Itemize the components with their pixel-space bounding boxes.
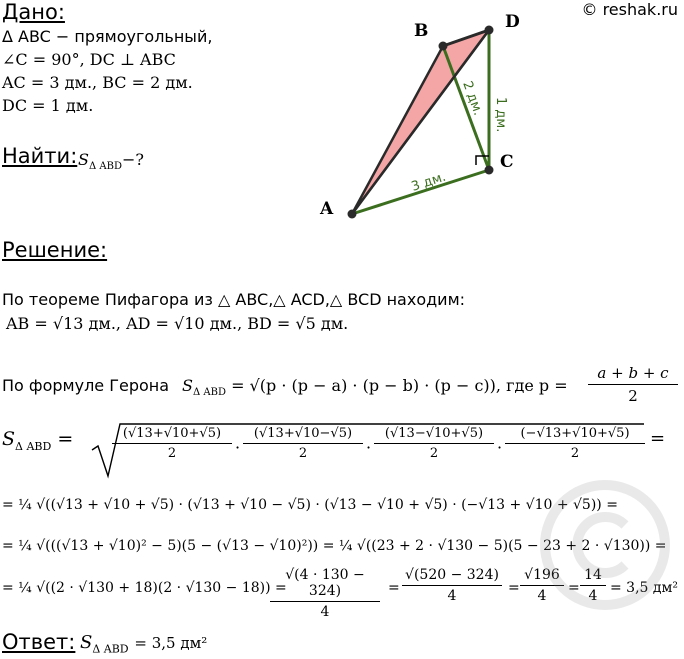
heron-s: S bbox=[182, 376, 193, 395]
geometry-figure bbox=[0, 0, 684, 240]
dot-1: · bbox=[235, 438, 241, 457]
find-heading: Найти: bbox=[2, 144, 78, 168]
heron-formula bbox=[182, 376, 568, 398]
point-d bbox=[485, 26, 494, 35]
factor-4-numerator: (−√13+√10+√5) bbox=[520, 426, 630, 441]
step-line-4: = ¼ √((2 · √130 + 18)(2 · √130 − 18)) = bbox=[2, 580, 287, 596]
factor-3 bbox=[374, 426, 494, 461]
factor-1 bbox=[112, 426, 232, 461]
answer-expression bbox=[80, 632, 207, 656]
heron-p-denominator: 2 bbox=[628, 387, 638, 405]
label-b: B bbox=[414, 21, 429, 41]
l4-result: = 3,5 дм² bbox=[610, 580, 679, 596]
answer-s: S bbox=[80, 632, 93, 653]
given-line-4: DC = 1 дм. bbox=[2, 96, 94, 115]
factor-2-numerator: (√13+√10−√5) bbox=[253, 426, 353, 441]
given-line-2: ∠C = 90°, DC ⊥ ABC bbox=[2, 50, 176, 69]
dot-2: · bbox=[366, 438, 372, 457]
point-c bbox=[485, 166, 494, 175]
factor-4 bbox=[505, 426, 645, 461]
factor-2-denominator: 2 bbox=[298, 446, 308, 461]
l4-fraction-3-denominator: 4 bbox=[537, 588, 547, 604]
given-line-3: AC = 3 дм., BC = 2 дм. bbox=[2, 73, 193, 92]
l4-fraction-4-numerator: 14 bbox=[584, 567, 602, 583]
given-heading: Дано: bbox=[2, 0, 65, 24]
find-tail: −? bbox=[121, 150, 144, 169]
heron-prefix: По формуле Герона bbox=[2, 376, 170, 395]
label-a: A bbox=[320, 199, 334, 219]
l4-fraction-2 bbox=[402, 567, 502, 604]
heron-p-numerator: a + b + c bbox=[597, 364, 669, 382]
point-a bbox=[348, 210, 357, 219]
l4-fraction-3-numerator: √196 bbox=[524, 567, 560, 583]
label-bc-length: 2 дм. bbox=[459, 79, 486, 118]
dot-3: · bbox=[497, 438, 503, 457]
point-b bbox=[439, 42, 448, 51]
heron-eq: = √(p · (p − a) · (p − b) · (p − c)), где p = bbox=[231, 376, 568, 395]
factor-1-numerator: (√13+√10+√5) bbox=[122, 426, 222, 441]
factor-2 bbox=[243, 426, 363, 461]
solution-heading: Решение: bbox=[2, 238, 108, 262]
l4-fraction-1-numerator: √(4 · 130 − 324) bbox=[285, 567, 365, 599]
l4-eq-2: = bbox=[508, 580, 520, 596]
l4-fraction-2-numerator: √(520 − 324) bbox=[405, 567, 499, 583]
label-d: D bbox=[505, 12, 520, 32]
area-eq: = bbox=[57, 428, 74, 450]
heron-sub: Δ ABD bbox=[192, 387, 226, 399]
l4-fraction-2-denominator: 4 bbox=[447, 588, 457, 604]
l4-eq-3: = bbox=[568, 580, 580, 596]
find-s: S bbox=[78, 150, 89, 169]
copyright-watermark-icon bbox=[530, 470, 680, 620]
factor-3-numerator: (√13−√10+√5) bbox=[384, 426, 484, 441]
answer-heading: Ответ: bbox=[2, 630, 76, 654]
find-sub: Δ ABD bbox=[88, 161, 122, 173]
pythagoras-text: По теореме Пифагора из △ ABC,△ ACD,△ BCD находим: bbox=[2, 290, 466, 309]
step-line-3: = ¼ √(((√13 + √10)² − 5)(5 − (√13 − √10)²)) = ¼ √((23 + 2 · √130 − 5)(5 − 23 + 2 · √130)) = bbox=[2, 538, 667, 554]
label-c: C bbox=[500, 152, 514, 172]
heron-p-fraction bbox=[588, 364, 678, 405]
step-line-2: = ¼ √((√13 + √10 + √5) · (√13 + √10 − √5) · (√13 − √10 + √5) · (−√13 + √10 + √5)) = bbox=[2, 497, 618, 513]
given-line-1: Δ ABC − прямоугольный, bbox=[2, 27, 213, 46]
area-lhs bbox=[2, 428, 73, 453]
pythagoras-results: AB = √13 дм., AD = √10 дм., BD = √5 дм. bbox=[6, 314, 349, 333]
answer-sub: Δ ABD bbox=[92, 642, 129, 656]
area-s: S bbox=[2, 428, 16, 450]
factor-3-denominator: 2 bbox=[429, 446, 439, 461]
l4-fraction-1 bbox=[270, 567, 380, 620]
l4-fraction-4-denominator: 4 bbox=[588, 588, 598, 604]
label-dc-length: 1 дм. bbox=[493, 97, 508, 133]
area-sub: Δ ABD bbox=[15, 439, 52, 453]
site-watermark-text: © reshak.ru bbox=[581, 0, 678, 19]
answer-value: = 3,5 дм² bbox=[134, 634, 208, 652]
factor-4-denominator: 2 bbox=[570, 446, 580, 461]
area-trailing-eq: = bbox=[650, 428, 666, 449]
label-ac-length: 3 дм. bbox=[409, 169, 448, 195]
l4-eq-1: = bbox=[388, 580, 400, 596]
l4-fraction-1-denominator: 4 bbox=[320, 604, 330, 620]
factor-1-denominator: 2 bbox=[167, 446, 177, 461]
